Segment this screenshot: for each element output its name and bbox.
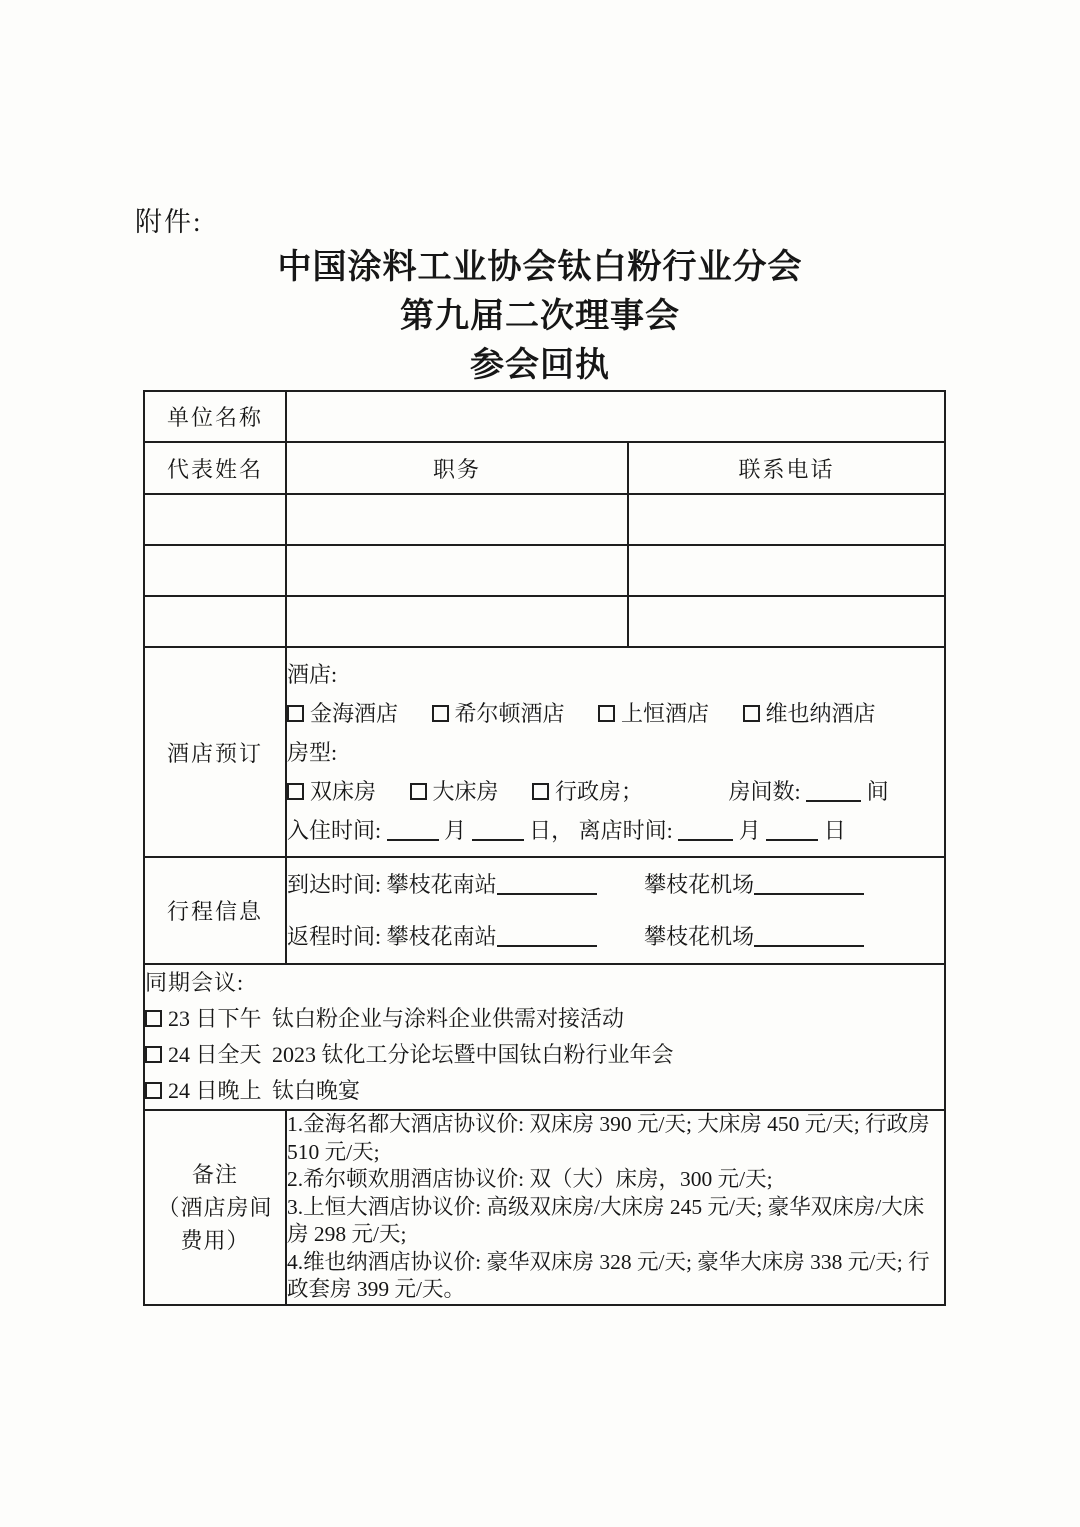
checkout-day-blank-line[interactable] xyxy=(766,819,818,841)
rep1-position-cell[interactable] xyxy=(286,494,628,545)
remarks-label-line: 备注 xyxy=(191,1161,238,1187)
room-count-group xyxy=(729,779,889,804)
room-option-king xyxy=(410,779,499,804)
checkin-day-blank-line[interactable] xyxy=(472,819,524,841)
hotel-section-label: 酒店: xyxy=(287,661,338,687)
remarks-label-line: 费用） xyxy=(180,1227,250,1253)
hotel-option-label: 金海酒店 xyxy=(310,700,399,726)
room-count-blank-line[interactable] xyxy=(806,780,861,802)
contact-phone-label: 联系电话 xyxy=(628,442,945,494)
meeting-time-label: 24 日晚上 xyxy=(168,1078,262,1103)
room-option-executive xyxy=(532,779,643,804)
title-line-session: 第九届二次理事会 xyxy=(400,297,680,335)
hotel-option-hilton xyxy=(432,701,565,726)
table-row xyxy=(144,545,945,596)
arrival-station-blank-line[interactable] xyxy=(497,873,597,895)
rep1-name-cell[interactable] xyxy=(144,494,286,545)
remarks-content-cell xyxy=(286,1110,945,1305)
meeting-event-label: 2023 钛化工分论坛暨中国钛白粉行业年会 xyxy=(272,1042,674,1067)
hotel-option-label: 上恒酒店 xyxy=(621,700,710,726)
return-station-blank-line[interactable] xyxy=(497,925,597,947)
table-row xyxy=(144,964,945,1110)
hotel-option-vienna xyxy=(743,701,876,726)
representative-name-label: 代表姓名 xyxy=(144,442,286,494)
hotel-booking-content-cell xyxy=(286,647,945,857)
room-option-label: 行政房； xyxy=(555,778,644,804)
room-option-label: 双床房 xyxy=(310,778,377,804)
concurrent-item-supply-matching xyxy=(145,1001,944,1037)
remark-item-hilton-price: 2.希尔顿欢朋酒店协议价: 双（大）床房，300 元/天; xyxy=(287,1167,773,1191)
rep3-position-cell[interactable] xyxy=(286,596,628,647)
checkbox-room-twin[interactable] xyxy=(287,783,304,800)
checkbox-room-king[interactable] xyxy=(410,783,427,800)
checkbox-hotel-vienna[interactable] xyxy=(743,705,760,722)
title-line-reply-form: 参会回执 xyxy=(470,346,610,384)
checkout-label: 离店时间: xyxy=(578,817,673,843)
room-count-label: 房间数: xyxy=(728,778,801,804)
remarks-label-line: （酒店房间 xyxy=(157,1194,273,1220)
checkin-checkout-line xyxy=(287,811,944,850)
table-row xyxy=(144,494,945,545)
concurrent-meetings-label: 同期会议: xyxy=(145,970,245,995)
rep2-position-cell[interactable] xyxy=(286,545,628,596)
document-title xyxy=(0,243,1080,390)
table-row xyxy=(144,1110,945,1305)
hotel-option-label: 维也纳酒店 xyxy=(765,700,876,726)
concurrent-item-annual-forum xyxy=(145,1037,944,1073)
meeting-event-label: 钛白晚宴 xyxy=(272,1078,361,1103)
day-label: 日 xyxy=(823,817,846,843)
rep2-name-cell[interactable] xyxy=(144,545,286,596)
table-row xyxy=(144,857,945,964)
room-type-options-line xyxy=(287,772,944,811)
unit-name-input-cell[interactable] xyxy=(286,391,945,442)
concurrent-item-banquet xyxy=(145,1073,944,1109)
remark-item-jinhai-price: 1.金海名都大酒店协议价: 双床房 390 元/天; 大床房 450 元/天; 行政房 510 元/天; xyxy=(287,1112,930,1164)
registration-form-table xyxy=(143,390,946,1306)
checkin-month-blank-line[interactable] xyxy=(387,819,439,841)
arrival-airport-blank-line[interactable] xyxy=(754,873,864,895)
hotel-option-label: 希尔顿酒店 xyxy=(454,700,565,726)
rep3-name-cell[interactable] xyxy=(144,596,286,647)
airport-label: 攀枝花机场 xyxy=(644,871,755,897)
meeting-time-label: 24 日全天 xyxy=(168,1042,262,1067)
remark-item-vienna-price: 4.维也纳酒店协议价: 豪华双床房 328 元/天; 豪华大床房 338 元/天; 行政套房 399 元/天。 xyxy=(287,1249,930,1301)
room-option-label: 大床房 xyxy=(432,778,499,804)
return-time-line xyxy=(287,911,944,963)
room-option-twin xyxy=(287,779,376,804)
checkbox-hotel-jinhai[interactable] xyxy=(287,705,304,722)
attachment-label: 附件: xyxy=(135,207,203,237)
checkout-month-blank-line[interactable] xyxy=(678,819,733,841)
remark-item-shangheng-price: 3.上恒大酒店协议价: 高级双床房/大床房 245 元/天; 豪华双床房/大床房 298 元/天; xyxy=(287,1194,925,1246)
return-airport-blank-line[interactable] xyxy=(754,925,864,947)
room-count-unit-label: 间 xyxy=(866,778,889,804)
unit-name-label: 单位名称 xyxy=(144,391,286,442)
remarks-row-label xyxy=(144,1110,286,1305)
meeting-time-label: 23 日下午 xyxy=(168,1006,262,1031)
return-time-label: 返程时间: xyxy=(287,923,382,949)
meeting-event-label: 钛白粉企业与涂料企业供需对接活动 xyxy=(272,1006,625,1031)
title-line-association: 中国涂料工业协会钛白粉行业分会 xyxy=(277,248,803,286)
hotel-option-jinhai xyxy=(287,701,398,726)
checkbox-room-executive[interactable] xyxy=(532,783,549,800)
month-label: 月 xyxy=(738,817,761,843)
rep3-phone-cell[interactable] xyxy=(628,596,945,647)
room-type-section-label: 房型: xyxy=(287,739,338,765)
rep2-phone-cell[interactable] xyxy=(628,545,945,596)
table-row xyxy=(144,596,945,647)
table-row xyxy=(144,391,945,442)
checkbox-hotel-shangheng[interactable] xyxy=(598,705,615,722)
checkbox-hotel-hilton[interactable] xyxy=(432,705,449,722)
day-label: 日， xyxy=(529,817,574,843)
rep1-phone-cell[interactable] xyxy=(628,494,945,545)
table-row xyxy=(144,442,945,494)
hotel-option-shangheng xyxy=(598,701,709,726)
south-station-label: 攀枝花南站 xyxy=(386,871,497,897)
position-label: 职务 xyxy=(286,442,628,494)
south-station-label: 攀枝花南站 xyxy=(386,923,497,949)
checkin-label: 入住时间: xyxy=(287,817,382,843)
hotel-options-line xyxy=(287,694,944,733)
checkbox-meeting-24-allday[interactable] xyxy=(145,1046,162,1063)
concurrent-meetings-cell xyxy=(144,964,945,1110)
itinerary-content-cell xyxy=(286,857,945,964)
checkbox-meeting-23-afternoon[interactable] xyxy=(145,1010,162,1027)
month-label: 月 xyxy=(444,817,467,843)
table-row xyxy=(144,647,945,857)
itinerary-row-label: 行程信息 xyxy=(144,857,286,964)
arrival-time-line xyxy=(287,859,944,911)
airport-label: 攀枝花机场 xyxy=(644,923,755,949)
hotel-booking-row-label: 酒店预订 xyxy=(144,647,286,857)
checkbox-meeting-24-evening[interactable] xyxy=(145,1082,162,1099)
arrival-time-label: 到达时间: xyxy=(287,871,382,897)
